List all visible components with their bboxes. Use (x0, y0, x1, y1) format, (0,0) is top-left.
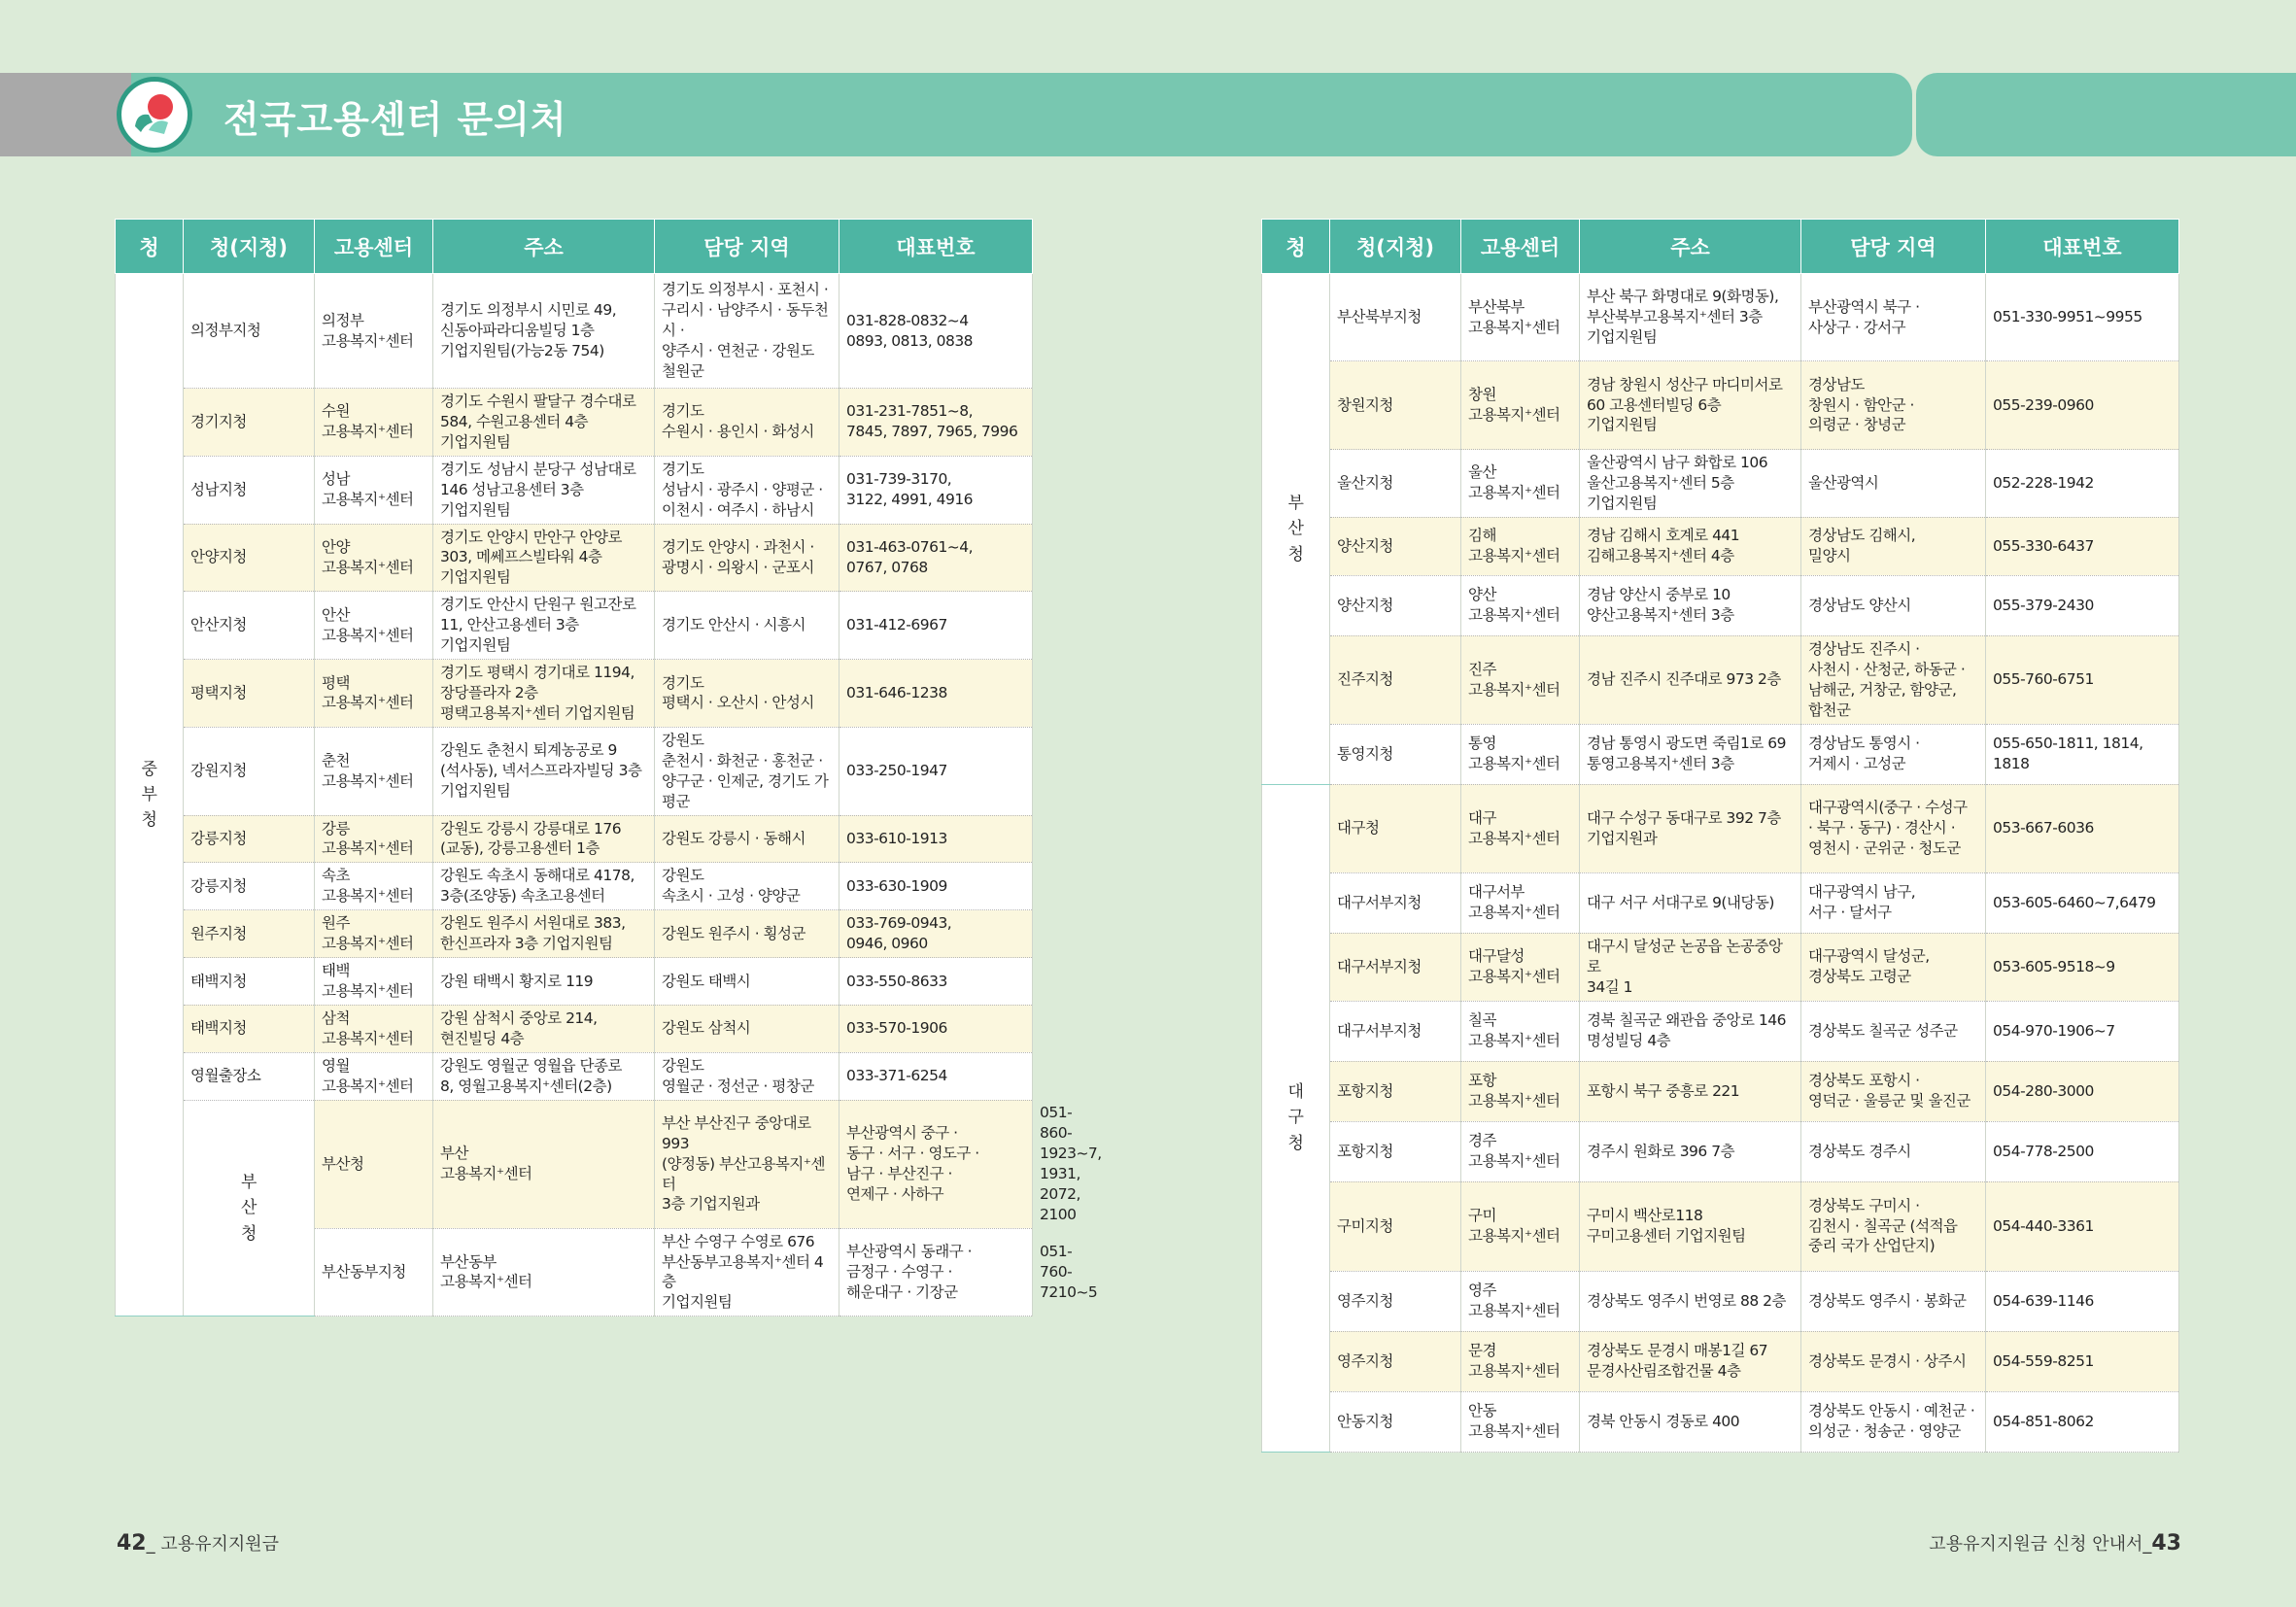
office-cell: 안양지청 (184, 524, 315, 592)
address-cell: 부산 수영구 수영로 676 부산동부고용복지⁺센터 4층 기업지원팀 (655, 1228, 840, 1316)
table-row (1262, 1391, 2179, 1452)
address-cell: 대구 수성구 동대구로 392 7층 기업지원과 (1580, 784, 1801, 872)
office-cell: 안산지청 (184, 592, 315, 660)
office-cell: 통영지청 (1330, 724, 1461, 784)
center-cell: 대구서부 고용복지⁺센터 (1461, 872, 1580, 933)
footer-right (1929, 1530, 2181, 1556)
address-cell: 대구 서구 서대구로 9(내당동) (1580, 872, 1801, 933)
office-cell: 경기지청 (184, 389, 315, 457)
address-cell: 강원도 속초시 동해대로 4178, 3층(조양동) 속초고용센터 (433, 863, 655, 910)
area-cell: 경상북도 경주시 (1801, 1121, 1986, 1181)
table-row (1262, 1181, 2179, 1271)
table-row (1262, 1061, 2179, 1121)
phone-cell: 055-379-2430 (1986, 575, 2179, 635)
address-cell: 강원도 춘천시 퇴계농공로 9 (석사동), 넥서스프라자빌딩 3층 기업지원팀 (433, 727, 655, 815)
region-cell: 부 산 청 (1262, 274, 1330, 785)
office-cell: 포항지청 (1330, 1121, 1461, 1181)
phone-cell: 053-667-6036 (1986, 784, 2179, 872)
area-cell: 경기도 의정부시 · 포천시 · 구리시 · 남양주시 · 동두천시 · 양주시 · 연천군 · 강원도 철원군 (655, 274, 840, 389)
phone-cell: 052-228-1942 (1986, 450, 2179, 518)
center-cell: 안동 고용복지⁺센터 (1461, 1391, 1580, 1452)
center-cell: 문경 고용복지⁺센터 (1461, 1331, 1580, 1391)
phone-cell: 051-330-9951~9955 (1986, 274, 2179, 361)
table-row (1262, 1001, 2179, 1061)
address-cell: 구미시 백산로118 구미고용센터 기업지원팀 (1580, 1181, 1801, 1271)
table-row (116, 592, 1033, 660)
address-cell: 경남 진주시 진주대로 973 2층 (1580, 635, 1801, 724)
center-cell: 속초 고용복지⁺센터 (315, 863, 433, 910)
phone-cell: 031-463-0761~4, 0767, 0768 (840, 524, 1033, 592)
address-cell: 경상북도 문경시 매봉1길 67 문경사산림조합건물 4층 (1580, 1331, 1801, 1391)
office-cell: 대구서부지청 (1330, 933, 1461, 1001)
address-cell: 강원 태백시 황지로 119 (433, 958, 655, 1006)
office-cell: 양산지청 (1330, 575, 1461, 635)
address-cell: 울산광역시 남구 화합로 106 울산고용복지⁺센터 5층 기업지원팀 (1580, 450, 1801, 518)
center-cell: 수원 고용복지⁺센터 (315, 389, 433, 457)
center-cell: 영주 고용복지⁺센터 (1461, 1271, 1580, 1331)
address-cell: 경남 양산시 중부로 10 양산고용복지⁺센터 3층 (1580, 575, 1801, 635)
office-cell: 양산지청 (1330, 517, 1461, 575)
table-row (116, 389, 1033, 457)
area-cell: 대구광역시 달성군, 경상북도 고령군 (1801, 933, 1986, 1001)
office-cell: 대구청 (1330, 784, 1461, 872)
column-header: 청 (116, 220, 184, 274)
page-title: 전국고용센터 문의처 (223, 98, 567, 141)
page-number: 43 (2151, 1531, 2181, 1556)
area-cell: 경상북도 포항시 · 영덕군 · 울릉군 및 울진군 (1801, 1061, 1986, 1121)
table-row (1262, 933, 2179, 1001)
region-cell: 대 구 청 (1262, 784, 1330, 1452)
column-header: 청(지청) (1330, 220, 1461, 274)
phone-cell: 053-605-9518~9 (1986, 933, 2179, 1001)
phone-cell: 033-769-0943, 0946, 0960 (840, 910, 1033, 958)
area-cell: 강원도 강릉시 · 동해시 (655, 815, 840, 863)
office-cell: 평택지청 (184, 660, 315, 728)
region-cell: 부 산 청 (184, 1100, 315, 1316)
office-cell: 강릉지청 (184, 863, 315, 910)
office-cell: 강릉지청 (184, 815, 315, 863)
area-cell: 경상북도 구미시 · 김천시 · 칠곡군 (석적읍 중리 국가 산업단지) (1801, 1181, 1986, 1271)
address-cell: 강원도 원주시 서원대로 383, 한신프라자 3층 기업지원팀 (433, 910, 655, 958)
center-cell: 영월 고용복지⁺센터 (315, 1052, 433, 1100)
directory-table-left (115, 219, 1102, 1316)
column-header: 대표번호 (1986, 220, 2179, 274)
center-cell: 평택 고용복지⁺센터 (315, 660, 433, 728)
address-cell: 경북 칠곡군 왜관읍 중앙로 146 명성빌딩 4층 (1580, 1001, 1801, 1061)
footer-left (117, 1530, 279, 1556)
table-row (1262, 784, 2179, 872)
table-row (1262, 1271, 2179, 1331)
center-cell: 강릉 고용복지⁺센터 (315, 815, 433, 863)
center-cell: 원주 고용복지⁺센터 (315, 910, 433, 958)
table-row (116, 524, 1033, 592)
table-row (116, 456, 1033, 524)
column-header: 고용센터 (315, 220, 433, 274)
address-cell: 경주시 원화로 396 7층 (1580, 1121, 1801, 1181)
phone-cell: 055-650-1811, 1814, 1818 (1986, 724, 2179, 784)
column-header: 주소 (433, 220, 655, 274)
center-cell: 부산 고용복지⁺센터 (433, 1100, 655, 1228)
address-cell: 강원도 영월군 영월읍 단종로 8, 영월고용복지⁺센터(2층) (433, 1052, 655, 1100)
contact-logo-icon (117, 77, 192, 153)
center-cell: 포항 고용복지⁺센터 (1461, 1061, 1580, 1121)
office-cell: 진주지청 (1330, 635, 1461, 724)
address-cell: 경남 창원시 성산구 마디미서로 60 고용센터빌딩 6층 기업지원팀 (1580, 361, 1801, 450)
center-cell: 안산 고용복지⁺센터 (315, 592, 433, 660)
phone-cell: 033-250-1947 (840, 727, 1033, 815)
area-cell: 부산광역시 북구 · 사상구 · 강서구 (1801, 274, 1986, 361)
area-cell: 대구광역시 남구, 서구 · 달서구 (1801, 872, 1986, 933)
table-row: 부 산 청 부산청 부산 고용복지⁺센터 부산 부산진구 중앙대로 993 (양정동) 부산고용복지⁺센터 3층 기업지원과 부산광역시 중구 · 동구 · 서구 · 영도구 · 남구 · 부산진구 · 연제구 · 사하구 051-860-1923~7, 1931, 2072, 2100 (116, 1100, 1033, 1228)
center-cell: 창원 고용복지⁺센터 (1461, 361, 1580, 450)
footer-text: _ 고용유지지원금 (146, 1534, 280, 1555)
column-header: 청(지청) (184, 220, 315, 274)
table-row (116, 1052, 1033, 1100)
center-cell: 의정부 고용복지⁺센터 (315, 274, 433, 389)
area-cell: 경상남도 창원시 · 함안군 · 의령군 · 창녕군 (1801, 361, 1986, 450)
area-cell: 경기도 수원시 · 용인시 · 화성시 (655, 389, 840, 457)
column-header: 주소 (1580, 220, 1801, 274)
address-cell: 경기도 평택시 경기대로 1194, 장당플라자 2층 평택고용복지⁺센터 기업지원팀 (433, 660, 655, 728)
phone-cell: 031-231-7851~8, 7845, 7897, 7965, 7996 (840, 389, 1033, 457)
address-cell: 경북 안동시 경동로 400 (1580, 1391, 1801, 1452)
table-row (1262, 1331, 2179, 1391)
office-cell: 부산청 (315, 1100, 433, 1228)
column-header: 청 (1262, 220, 1330, 274)
area-cell: 경상북도 칠곡군 성주군 (1801, 1001, 1986, 1061)
office-cell: 대구서부지청 (1330, 1001, 1461, 1061)
title-banner-tab (0, 73, 131, 156)
center-cell: 경주 고용복지⁺센터 (1461, 1121, 1580, 1181)
center-cell: 대구달성 고용복지⁺센터 (1461, 933, 1580, 1001)
table-row (1262, 450, 2179, 518)
table-row (1262, 1121, 2179, 1181)
area-cell: 울산광역시 (1801, 450, 1986, 518)
phone-cell: 033-550-8633 (840, 958, 1033, 1006)
center-cell: 삼척 고용복지⁺센터 (315, 1005, 433, 1052)
center-cell: 성남 고용복지⁺센터 (315, 456, 433, 524)
office-cell: 영주지청 (1330, 1271, 1461, 1331)
area-cell: 강원도 태백시 (655, 958, 840, 1006)
office-cell: 구미지청 (1330, 1181, 1461, 1271)
office-cell: 강원지청 (184, 727, 315, 815)
center-cell: 칠곡 고용복지⁺센터 (1461, 1001, 1580, 1061)
area-cell: 부산광역시 동래구 · 금정구 · 수영구 · 해운대구 · 기장군 (840, 1228, 1033, 1316)
area-cell: 경기도 안산시 · 시흥시 (655, 592, 840, 660)
phone-cell: 031-412-6967 (840, 592, 1033, 660)
region-cell: 중 부 청 (116, 274, 184, 1316)
phone-cell: 033-610-1913 (840, 815, 1033, 863)
page-number: 42 (117, 1531, 147, 1556)
area-cell: 부산광역시 중구 · 동구 · 서구 · 영도구 · 남구 · 부산진구 · 연제구 · 사하구 (840, 1100, 1033, 1228)
address-cell: 경남 통영시 광도면 죽림1로 69 통영고용복지⁺센터 3층 (1580, 724, 1801, 784)
center-cell: 통영 고용복지⁺센터 (1461, 724, 1580, 784)
title-banner-right (1916, 73, 2296, 156)
area-cell: 경상북도 문경시 · 상주시 (1801, 1331, 1986, 1391)
office-cell: 원주지청 (184, 910, 315, 958)
area-cell: 경기도 성남시 · 광주시 · 양평군 · 이천시 · 여주시 · 하남시 (655, 456, 840, 524)
phone-cell: 055-760-6751 (1986, 635, 2179, 724)
center-cell: 김해 고용복지⁺센터 (1461, 517, 1580, 575)
table-row (1262, 517, 2179, 575)
footer-text: 고용유지지원금 신청 안내서_ (1929, 1534, 2152, 1555)
area-cell: 경기도 평택시 · 오산시 · 안성시 (655, 660, 840, 728)
area-cell: 강원도 삼척시 (655, 1005, 840, 1052)
area-cell: 경상북도 영주시 · 봉화군 (1801, 1271, 1986, 1331)
address-cell: 경상북도 영주시 번영로 88 2층 (1580, 1271, 1801, 1331)
center-cell: 부산동부 고용복지⁺센터 (433, 1228, 655, 1316)
center-cell: 부산북부 고용복지⁺센터 (1461, 274, 1580, 361)
column-header: 고용센터 (1461, 220, 1580, 274)
phone-cell: 031-646-1238 (840, 660, 1033, 728)
center-cell: 춘천 고용복지⁺센터 (315, 727, 433, 815)
phone-cell: 033-371-6254 (840, 1052, 1033, 1100)
phone-cell: 054-639-1146 (1986, 1271, 2179, 1331)
address-cell: 포항시 북구 중흥로 221 (1580, 1061, 1801, 1121)
table-row (116, 863, 1033, 910)
table-row (1262, 724, 2179, 784)
area-cell: 강원도 춘천시 · 화천군 · 홍천군 · 양구군 · 인제군, 경기도 가평군 (655, 727, 840, 815)
office-cell: 의정부지청 (184, 274, 315, 389)
table-row: 부산동부지청 부산동부 고용복지⁺센터 부산 수영구 수영로 676 부산동부고용복지⁺센터 4층 기업지원팀 부산광역시 동래구 · 금정구 · 수영구 · 해운대구 · 기장군 051-760-7210~5 (116, 1228, 1033, 1316)
table-row (116, 958, 1033, 1006)
table-row (116, 815, 1033, 863)
table-row (1262, 635, 2179, 724)
address-cell: 경기도 수원시 팔달구 경수대로 584, 수원고용센터 4층 기업지원팀 (433, 389, 655, 457)
address-cell: 대구시 달성군 논공읍 논공중앙로 34길 1 (1580, 933, 1801, 1001)
address-cell: 경기도 성남시 분당구 성남대로 146 성남고용센터 3층 기업지원팀 (433, 456, 655, 524)
address-cell: 강원 삼척시 중앙로 214, 현진빌딩 4층 (433, 1005, 655, 1052)
table-row (1262, 361, 2179, 450)
phone-cell: 053-605-6460~7,6479 (1986, 872, 2179, 933)
table-row (116, 660, 1033, 728)
address-cell: 경기도 안산시 단원구 원고잔로 11, 안산고용센터 3층 기업지원팀 (433, 592, 655, 660)
table-row (116, 1005, 1033, 1052)
phone-cell: 055-330-6437 (1986, 517, 2179, 575)
column-header: 대표번호 (840, 220, 1033, 274)
office-cell: 태백지청 (184, 1005, 315, 1052)
center-cell: 대구 고용복지⁺센터 (1461, 784, 1580, 872)
address-cell: 경기도 안양시 만안구 안양로 303, 메쎄프스빌타워 4층 기업지원팀 (433, 524, 655, 592)
office-cell: 태백지청 (184, 958, 315, 1006)
phone-cell: 054-851-8062 (1986, 1391, 2179, 1452)
area-cell: 경상남도 진주시 · 사천시 · 산청군, 하동군 · 남해군, 거창군, 함양군, 합천군 (1801, 635, 1986, 724)
office-cell: 창원지청 (1330, 361, 1461, 450)
office-cell: 영주지청 (1330, 1331, 1461, 1391)
office-cell: 영월출장소 (184, 1052, 315, 1100)
office-cell: 울산지청 (1330, 450, 1461, 518)
area-cell: 경상북도 안동시 · 예천군 · 의성군 · 청송군 · 영양군 (1801, 1391, 1986, 1452)
address-cell: 부산 북구 화명대로 9(화명동), 부산북부고용복지⁺센터 3층 기업지원팀 (1580, 274, 1801, 361)
phone-cell: 054-440-3361 (1986, 1181, 2179, 1271)
address-cell: 경기도 의정부시 시민로 49, 신동아파라디움빌딩 1층 기업지원팀(가능2동 754) (433, 274, 655, 389)
address-cell: 강원도 강릉시 강릉대로 176 (교동), 강릉고용센터 1층 (433, 815, 655, 863)
office-cell: 부산동부지청 (315, 1228, 433, 1316)
area-cell: 강원도 영월군 · 정선군 · 평창군 (655, 1052, 840, 1100)
area-cell: 강원도 속초시 · 고성 · 양양군 (655, 863, 840, 910)
phone-cell: 031-828-0832~4 0893, 0813, 0838 (840, 274, 1033, 389)
phone-cell: 033-570-1906 (840, 1005, 1033, 1052)
center-cell: 구미 고용복지⁺센터 (1461, 1181, 1580, 1271)
phone-cell: 031-739-3170, 3122, 4991, 4916 (840, 456, 1033, 524)
office-cell: 대구서부지청 (1330, 872, 1461, 933)
address-cell: 경남 김해시 호계로 441 김해고용복지⁺센터 4층 (1580, 517, 1801, 575)
area-cell: 경상남도 통영시 · 거제시 · 고성군 (1801, 724, 1986, 784)
phone-cell: 054-970-1906~7 (1986, 1001, 2179, 1061)
table-row (116, 727, 1033, 815)
directory-table-right (1261, 219, 2179, 1453)
center-cell: 진주 고용복지⁺센터 (1461, 635, 1580, 724)
center-cell: 양산 고용복지⁺센터 (1461, 575, 1580, 635)
phone-cell: 055-239-0960 (1986, 361, 2179, 450)
area-cell: 대구광역시(중구 · 수성구 · 북구 · 동구) · 경산시 · 영천시 · 군위군 · 청도군 (1801, 784, 1986, 872)
column-header: 담당 지역 (655, 220, 840, 274)
phone-cell: 054-559-8251 (1986, 1331, 2179, 1391)
table-header-row (1262, 220, 2179, 274)
office-cell: 부산북부지청 (1330, 274, 1461, 361)
area-cell: 경기도 안양시 · 과천시 · 광명시 · 의왕시 · 군포시 (655, 524, 840, 592)
area-cell: 강원도 원주시 · 횡성군 (655, 910, 840, 958)
table-row (1262, 575, 2179, 635)
phone-cell: 033-630-1909 (840, 863, 1033, 910)
area-cell: 경상남도 양산시 (1801, 575, 1986, 635)
table-row (1262, 872, 2179, 933)
center-cell: 울산 고용복지⁺센터 (1461, 450, 1580, 518)
center-cell: 안양 고용복지⁺센터 (315, 524, 433, 592)
table-row (116, 274, 1033, 389)
office-cell: 포항지청 (1330, 1061, 1461, 1121)
table-row (116, 910, 1033, 958)
center-cell: 태백 고용복지⁺센터 (315, 958, 433, 1006)
phone-cell: 054-778-2500 (1986, 1121, 2179, 1181)
office-cell: 성남지청 (184, 456, 315, 524)
phone-cell: 054-280-3000 (1986, 1061, 2179, 1121)
area-cell: 경상남도 김해시, 밀양시 (1801, 517, 1986, 575)
table-row (1262, 274, 2179, 361)
office-cell: 안동지청 (1330, 1391, 1461, 1452)
address-cell: 부산 부산진구 중앙대로 993 (양정동) 부산고용복지⁺센터 3층 기업지원과 (655, 1100, 840, 1228)
column-header: 담당 지역 (1801, 220, 1986, 274)
table-header-row (116, 220, 1033, 274)
